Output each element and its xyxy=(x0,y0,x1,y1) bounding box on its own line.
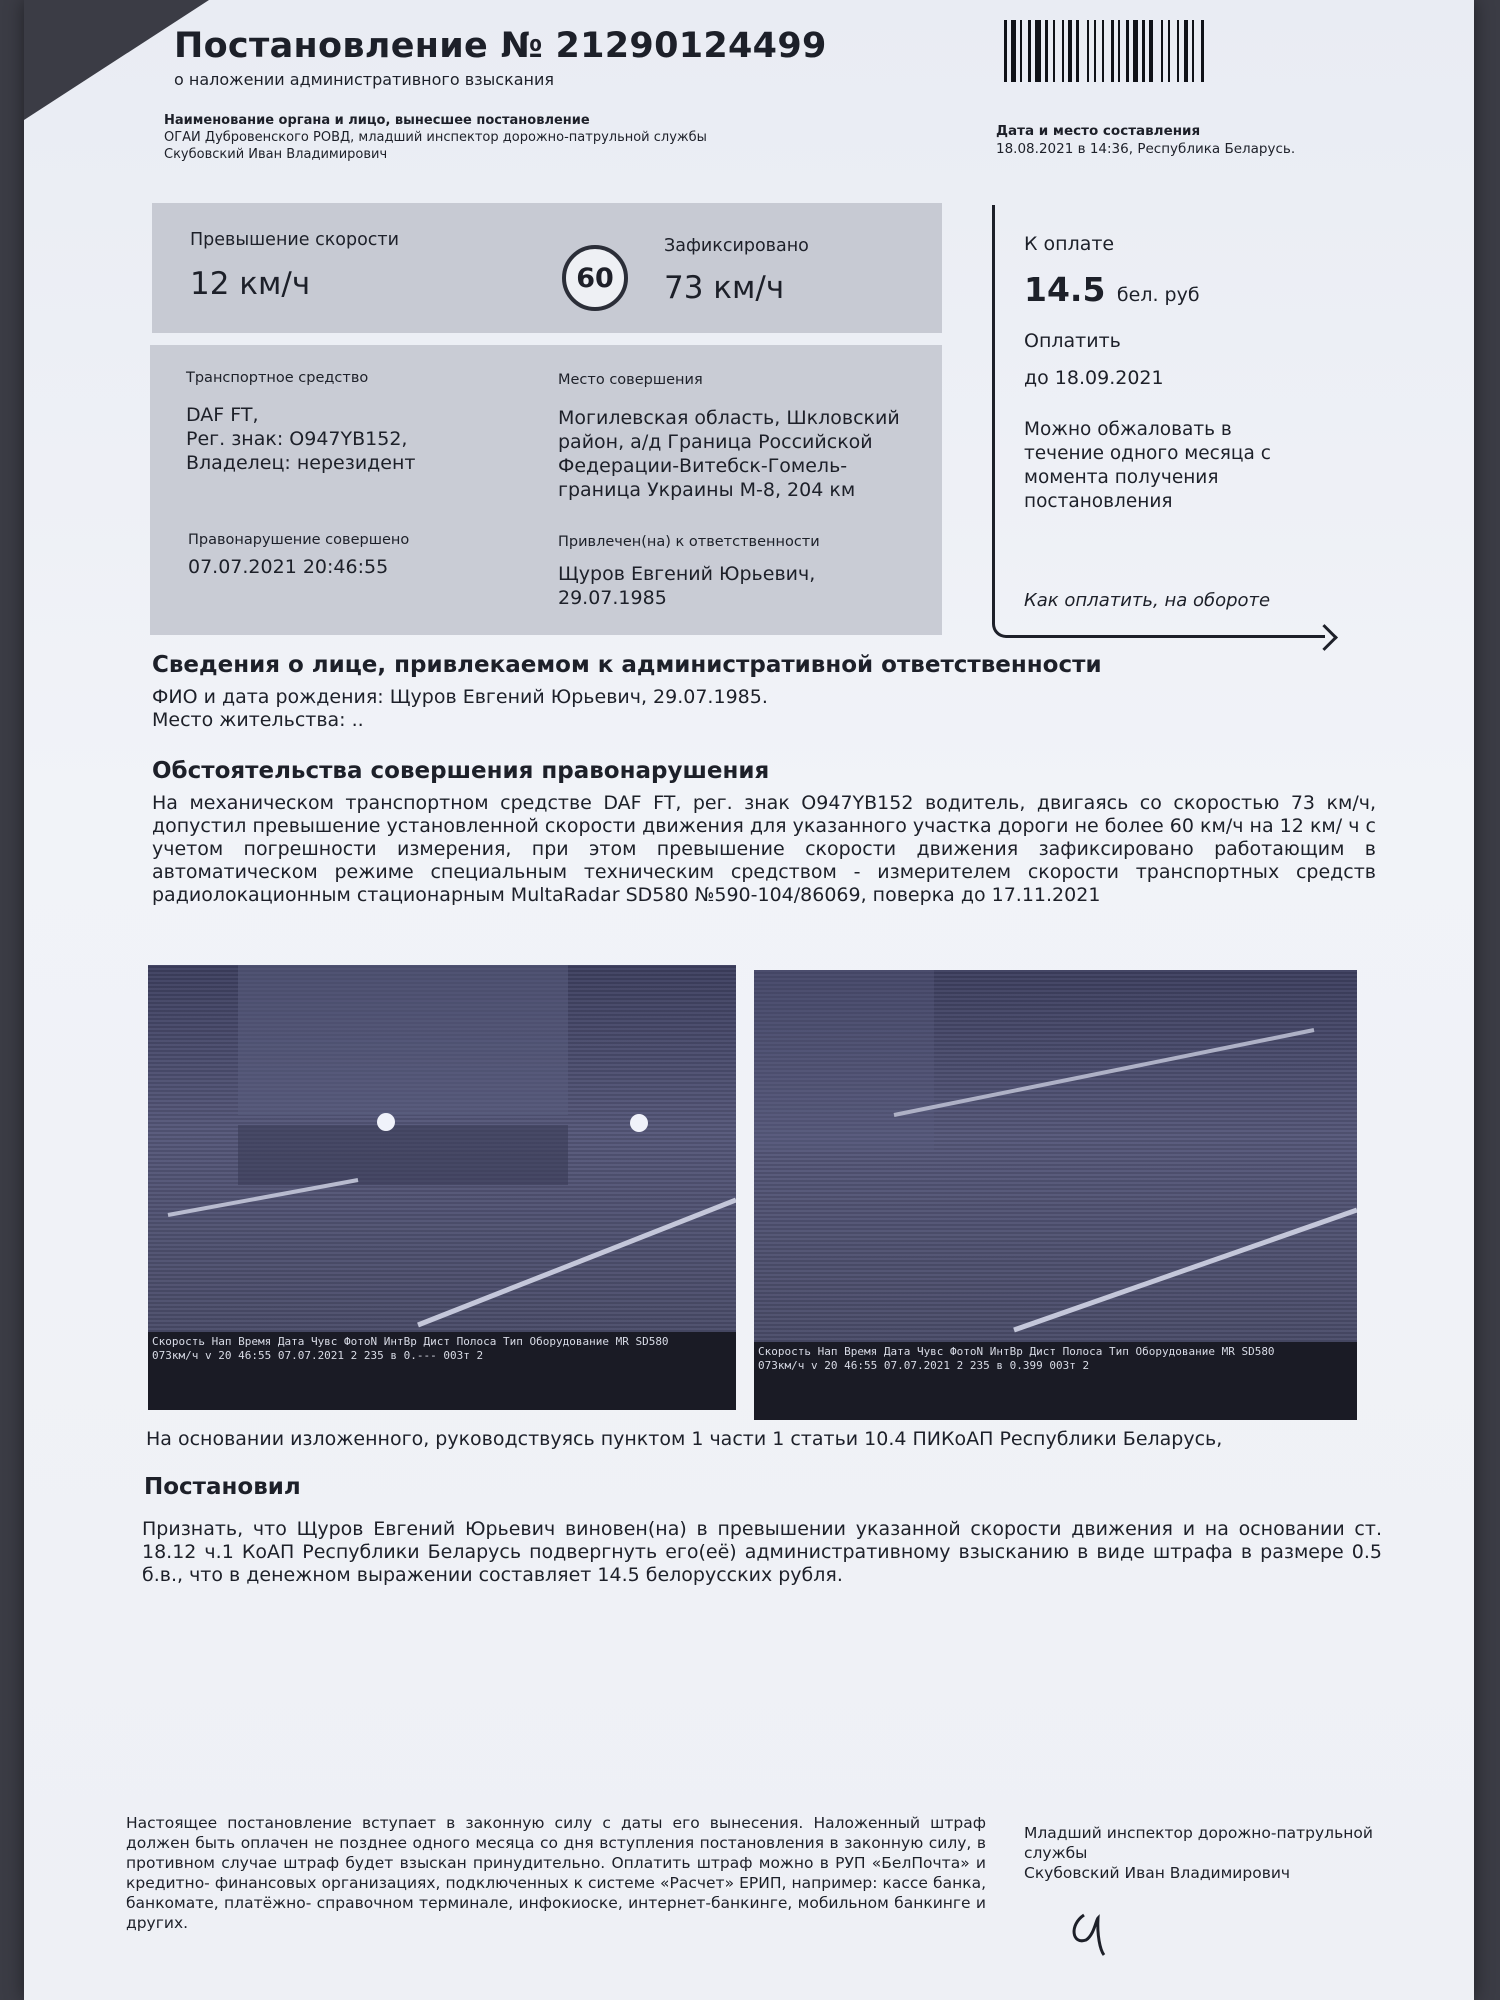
decision-heading: Постановил xyxy=(144,1474,301,1500)
barcode-bar xyxy=(1126,20,1129,82)
location-label: Место совершения xyxy=(558,372,703,388)
person-name-line: ФИО и дата рождения: Щуров Евгений Юрьевич, 29.07.1985. xyxy=(152,686,768,708)
speed-limit-sign-icon: 60 xyxy=(562,245,628,311)
lane-marking xyxy=(168,1180,358,1215)
location-value xyxy=(558,406,900,502)
offense-time-value: 07.07.2021 20:46:55 xyxy=(188,556,389,578)
inspector-block xyxy=(1024,1823,1394,1883)
date-place-value: 18.08.2021 в 14:36, Республика Беларусь. xyxy=(996,141,1296,157)
date-place-label: Дата и место составления xyxy=(996,123,1201,139)
person-residence-line: Место жительства: .. xyxy=(152,709,364,731)
page-title: Постановление № 21290124499 xyxy=(174,26,827,66)
vehicle-plate: Рег. знак: O947YB152, xyxy=(186,428,408,450)
lane-marking xyxy=(418,1200,736,1325)
circumstances-text: На механическом транспортном средстве DAF FT, рег. знак O947YB152 водитель, двигаясь со скоростью 73 км/ч, допустил превышение установленной скорости движения для указанного участка дороги не более 60 км/ч на 12 км/ ч с учетом погрешности измерения, при этом превышение скорости движения зафиксировано работающим в автоматическом режиме специальным техническим средством - измерителем скорости транспортных средств радиолокационным стационарным MultaRadar SD580 №590-104/86069, поверка до 17.11.2021 xyxy=(152,792,1376,906)
payment-due-date: до 18.09.2021 xyxy=(1024,367,1164,389)
date-place-block xyxy=(996,122,1295,158)
barcode-bar xyxy=(1028,20,1031,82)
page-subtitle: о наложении административного взыскания xyxy=(174,70,555,89)
location-line: Федерации-Витебск-Гомель- xyxy=(558,455,848,477)
barcode-bar xyxy=(1192,20,1194,82)
barcode-bar xyxy=(1053,20,1055,82)
barcode-bar xyxy=(1102,20,1104,82)
barcode-bar xyxy=(1118,20,1120,82)
truck-front xyxy=(238,1125,568,1185)
barcode-bar xyxy=(1161,20,1163,82)
excess-speed-label: Превышение скорости xyxy=(190,230,399,250)
headlight-left xyxy=(377,1113,395,1131)
issuing-organ xyxy=(164,112,707,163)
barcode-bar xyxy=(1133,20,1138,82)
barcode-bar xyxy=(1068,20,1072,82)
vehicle-label: Транспортное средство xyxy=(186,370,369,386)
barcode-bar xyxy=(1020,20,1022,82)
payment-currency: бел. руб xyxy=(1116,284,1200,306)
barcode-bar xyxy=(1184,20,1188,82)
headlight-right xyxy=(630,1114,648,1132)
liable-name: Щуров Евгений Юрьевич, xyxy=(558,563,816,585)
radar-photo-1-caption-header: Скорость Нап Время Дата Чувс ФотоN ИнтВр Дист Полоса Тип Оборудование MR SD580 xyxy=(152,1335,669,1348)
issuing-organ-line1: ОГАИ Дубровенского РОВД, младший инспектор дорожно-патрульной службы xyxy=(164,130,707,145)
barcode-bar xyxy=(1035,20,1041,82)
payment-label: К оплате xyxy=(1024,233,1115,255)
barcode-bar xyxy=(1045,20,1048,82)
barcode-bar xyxy=(1149,20,1153,82)
inspector-signature xyxy=(1064,1890,1134,1960)
radar-photo-2 xyxy=(754,970,1357,1420)
radar-photo-1 xyxy=(148,965,736,1410)
payment-amount-value: 14.5 xyxy=(1024,270,1106,309)
location-line: Могилевская область, Шкловский xyxy=(558,407,900,429)
offense-time-label: Правонарушение совершено xyxy=(188,532,410,548)
inspector-title: Младший инспектор дорожно-патрульной службы xyxy=(1024,1824,1373,1862)
barcode-bar xyxy=(1087,20,1089,82)
radar-photo-1-caption-values: 073км/ч v 20 46:55 07.07.2021 2 235 в 0.--- 003т 2 xyxy=(152,1349,484,1362)
issuing-organ-line2: Скубовский Иван Владимирович xyxy=(164,147,388,162)
document-page xyxy=(24,0,1474,2000)
barcode-bar xyxy=(1111,20,1114,82)
circumstances-heading: Обстоятельства совершения правонарушения xyxy=(152,758,770,784)
excess-speed-value: 12 км/ч xyxy=(190,266,311,302)
vehicle-owner: Владелец: нерезидент xyxy=(186,452,416,474)
payment-amount xyxy=(1024,270,1200,309)
barcode-bar xyxy=(1062,20,1064,82)
how-to-pay-note: Как оплатить, на обороте xyxy=(1024,590,1271,611)
truck-rear xyxy=(754,970,934,1150)
decision-text: Признать, что Щуров Евгений Юрьевич виновен(на) в превышении указанной скорости движения и на основании ст. 18.12 ч.1 КоАП Республики Беларусь подвергнуть его(её) административному взысканию в виде штрафа в размере 0.5 б.в., что в денежном выражении составляет 14.5 белорусских рубля. xyxy=(142,1518,1382,1586)
vehicle-info xyxy=(186,403,415,475)
location-line: граница Украины М-8, 204 км xyxy=(558,479,856,501)
vehicle-model: DAF FT, xyxy=(186,404,259,426)
payment-due-label: Оплатить xyxy=(1024,330,1121,352)
barcode-bar xyxy=(1168,20,1170,82)
barcode-image xyxy=(1004,20,1338,82)
location-line: район, а/д Граница Российской xyxy=(558,431,873,453)
barcode-bar xyxy=(1177,20,1179,82)
person-heading: Сведения о лице, привлекаемом к административной ответственности xyxy=(152,652,1102,678)
barcode-bar xyxy=(1201,20,1204,82)
barcode-bar xyxy=(1011,20,1016,82)
appeal-note: Можно обжаловать в течение одного месяца с момента получения постановления xyxy=(1024,419,1271,512)
lane-marking xyxy=(894,1030,1314,1115)
radar-photo-2-caption-header: Скорость Нап Время Дата Чувс ФотоN ИнтВр Дист Полоса Тип Оборудование MR SD580 xyxy=(758,1345,1275,1358)
issuing-organ-label: Наименование органа и лицо, вынесшее постановление xyxy=(164,113,590,128)
liable-birthdate: 29.07.1985 xyxy=(558,587,667,609)
inspector-name: Скубовский Иван Владимирович xyxy=(1024,1864,1291,1882)
lane-marking xyxy=(1014,1210,1357,1330)
basis-text: На основании изложенного, руководствуясь пунктом 1 части 1 статьи 10.4 ПИКоАП Республики Беларусь, xyxy=(146,1428,1223,1450)
recorded-speed-value: 73 км/ч xyxy=(664,270,785,306)
truck-body xyxy=(238,965,568,1115)
barcode-bar xyxy=(1142,20,1145,82)
liable-value xyxy=(558,562,815,610)
radar-photo-2-caption-values: 073км/ч v 20 46:55 07.07.2021 2 235 в 0.399 003т 2 xyxy=(758,1359,1090,1372)
barcode-bar xyxy=(1004,20,1007,82)
barcode-bar xyxy=(1094,20,1096,82)
barcode-bar xyxy=(1076,20,1079,82)
liable-label: Привлечен(на) к ответственности xyxy=(558,534,820,550)
legal-footer-text: Настоящее постановление вступает в законную силу с даты его вынесения. Наложенный штраф должен быть оплачен не позднее одного месяца со дня вступления постановления в законную силу, в противном случае штраф будет взыскан принудительно. Оплатить штраф можно в РУП «БелПочта» и кредитно- финансовых организациях, подключенных к системе «Расчет» ЕРИП, например: кассе банка, банкомате, платёжно- справочном терминале, инфокиоске, интернет-банкинге, мобильном банкинге и других. xyxy=(126,1814,986,1932)
recorded-speed-label: Зафиксировано xyxy=(664,236,809,256)
